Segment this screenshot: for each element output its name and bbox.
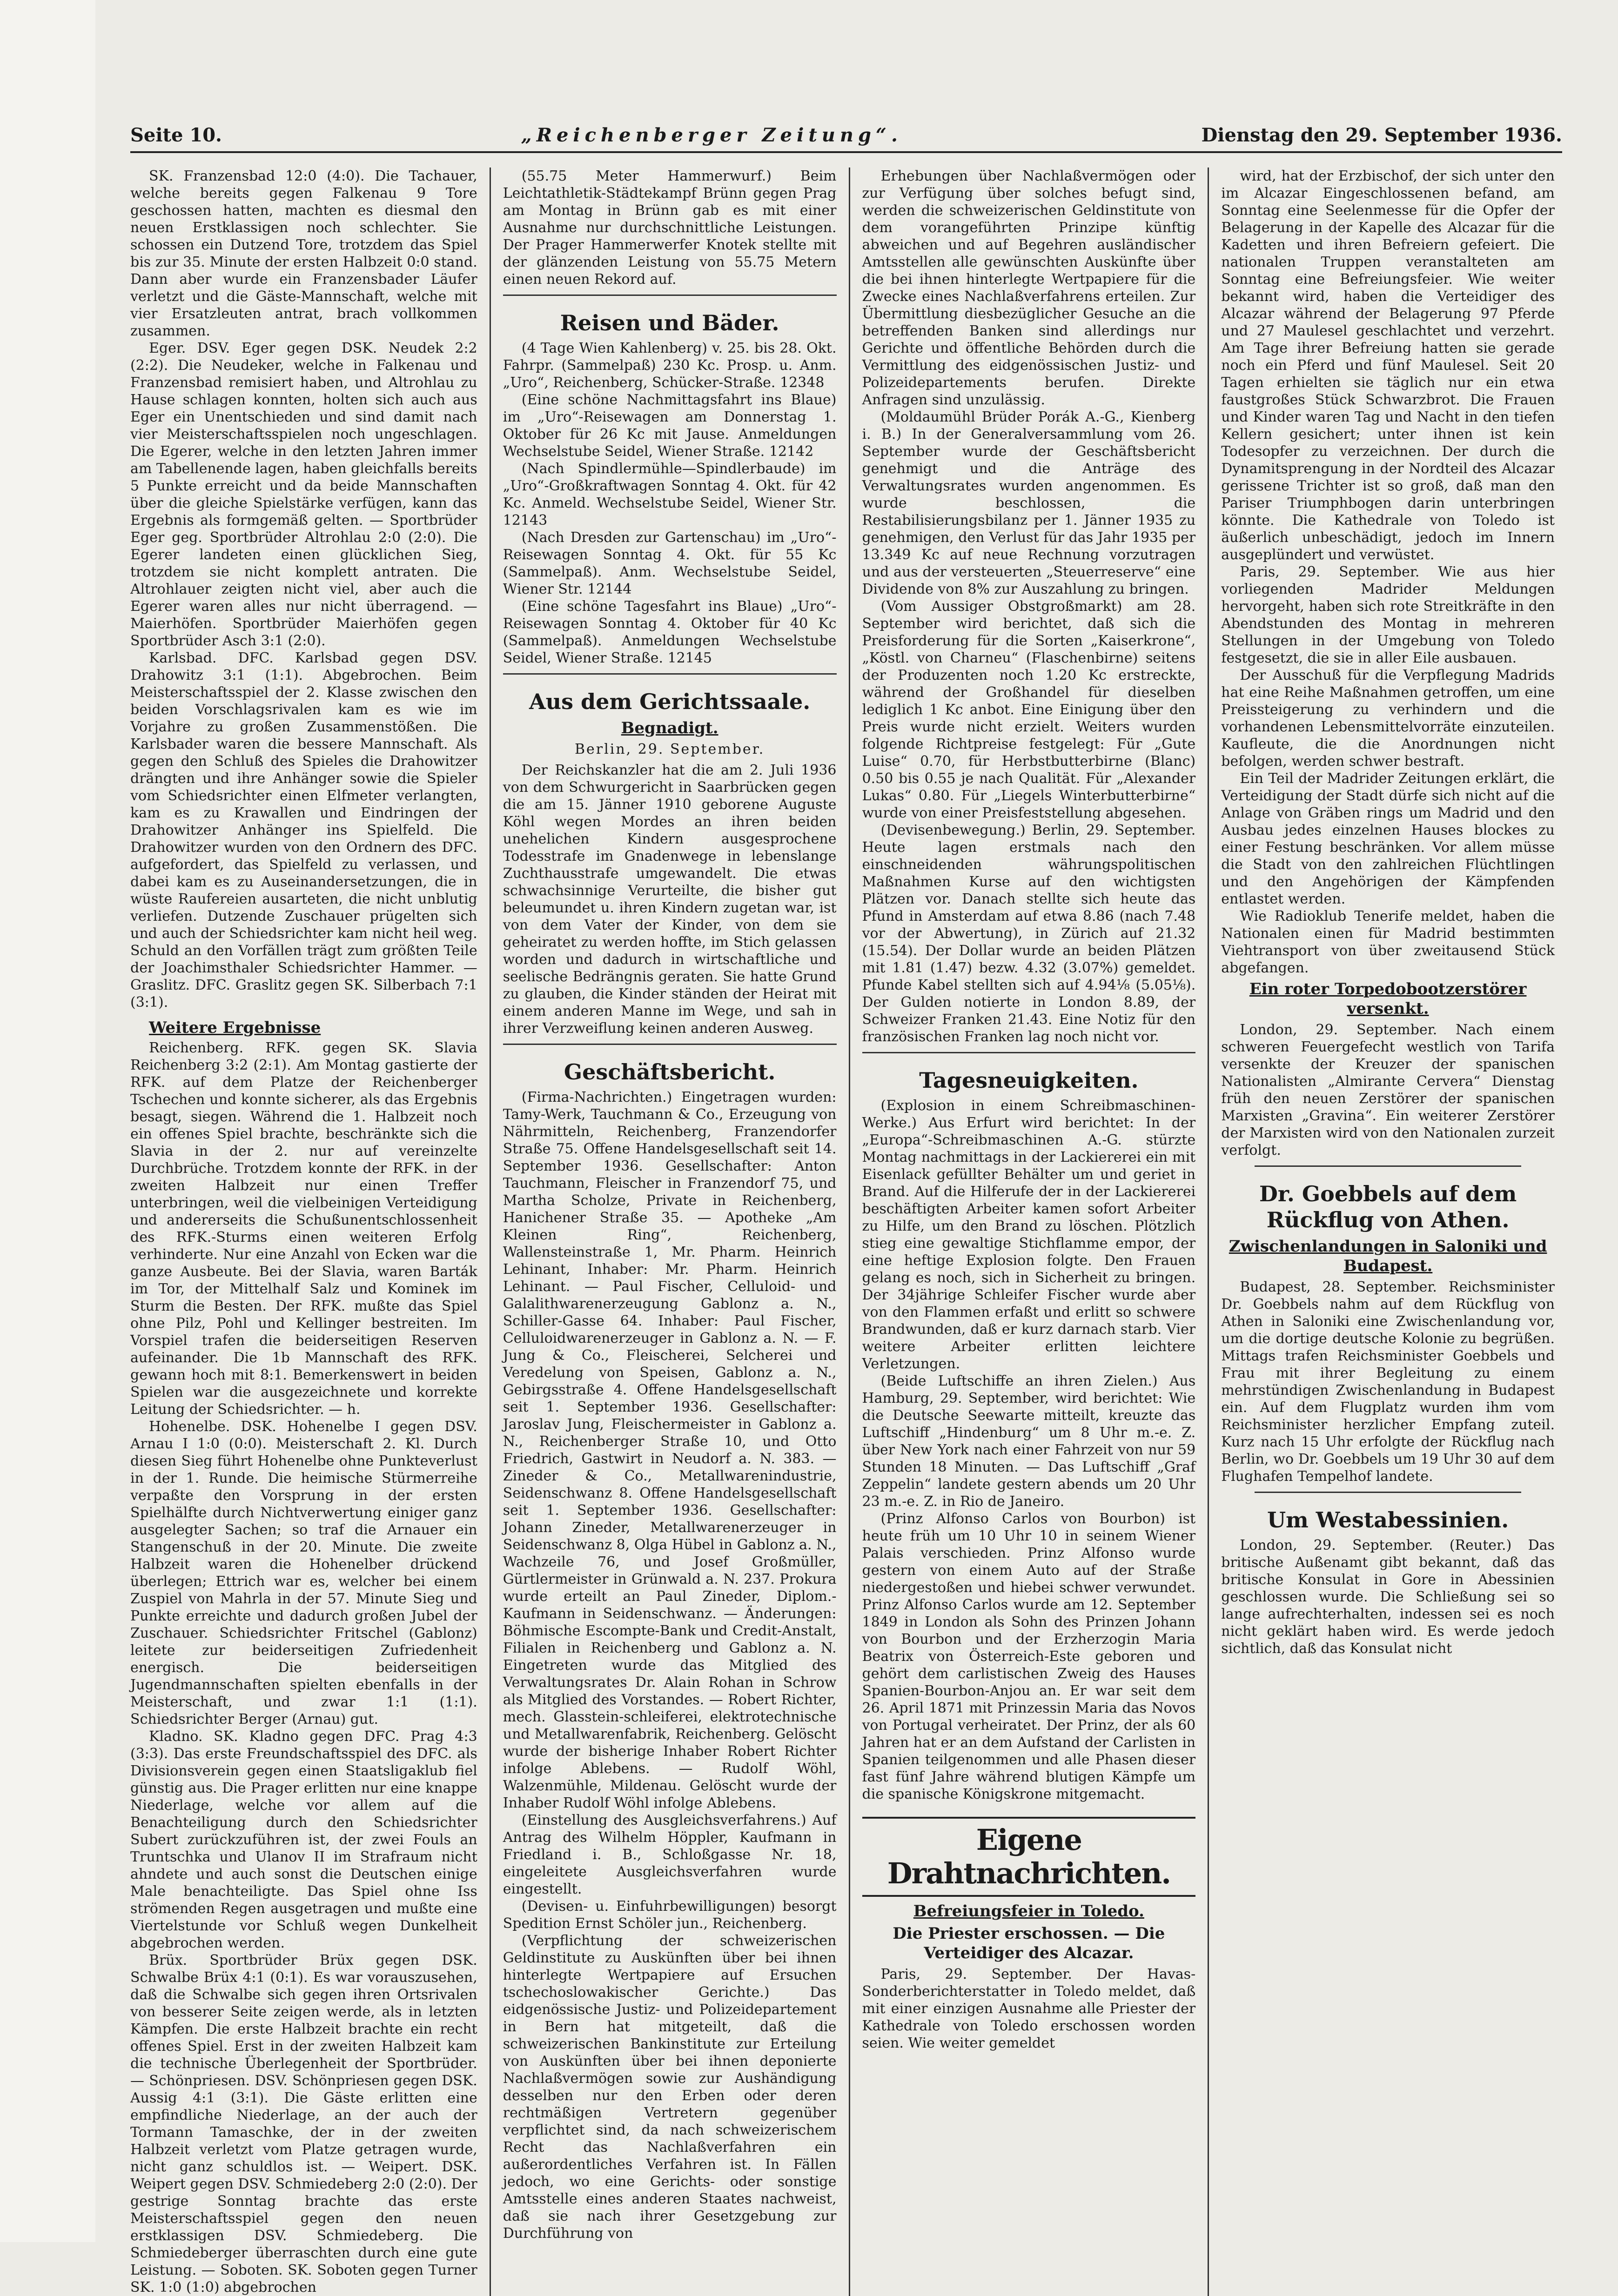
column-2 [490,167,849,2296]
paragraph: London, 29. September. Nach einem schweren Feuergefecht westlich von Tarifa versenkte der Kreuzer der spanischen Nationalisten „Almirante Cervera“ Dienstag früh den neuen Zerstörer der spanischen Marxisten „Gravina“. Ein weiterer Zerstörer der Marxisten wird von den Nationalen zurzeit verfolgt. [1221,1022,1555,1158]
column-3 [849,167,1208,2296]
section-heading: Reisen und Bäder. [560,310,779,335]
paragraph: (Moldaumühl Brüder Porák A.-G., Kienberg i. B.) In der Generalversammlung vom 26. September wurde der Geschäftsbericht genehmigt und die Anträge des Verwaltungsrates wurden angenommen. Es wurde beschlossen, die Restabilisierungsbilanz per 1. Jänner 1935 zu genehmigen, den Verlust für das Jahr 1935 per 13.349 Kc auf neue Rechnung vorzutragen und aus der versteuerten „Steuerreserve“ eine Dividende von 8% zur Auszahlung zu bringen. [862,409,1196,597]
paragraph: (Prinz Alfonso Carlos von Bourbon) ist heute früh um 10 Uhr 10 in seinem Wiener Palais verschieden. Prinz Alfonso wurde gestern von einem Auto auf der Straße niedergestoßen und hiebei schwer verwundet. Prinz Alfonso Carlos wurde am 12. September 1849 in London als Sohn des Prinzen Johann von Bourbon und der Erzherzogin Maria Beatrix von Österreich-Este geboren und gehört dem carlistischen Zweig des Hauses Spanien-Bourbon-Anjou an. Er war seit dem 26. April 1871 mit Prinzessin Maria das Novos von Portugal verheiratet. Der Prinz, der als 60 Jahren hat er an dem Aufstand der Carlisten in Spanien teilgenommen und alle Phasen dieser fast fünf Jahre während blutigen Kämpfe um die spanische Königskrone mitgemacht. [862,1511,1196,1802]
sub-heading: Befreiungsfeier in Toledo. [913,1902,1144,1921]
paragraph: Der Ausschuß für die Verpflegung Madrids hat eine Reihe Maßnahmen getroffen, um eine Preissteigerung zu verhindern und die vorhandenen Lebensmittelvorräte einzuteilen. Kaufleute, die die Anordnungen nicht befolgen, werden schwer bestraft. [1221,667,1555,770]
paragraph: Hohenelbe. DSK. Hohenelbe I gegen DSV. Arnau I 1:0 (0:0). Meisterschaft 2. Kl. Durch diesen Sieg führt Hohenelbe ohne Punkteverlust in der 1. Runde. Die heimische Stürmerreihe verpaßte den Vorsprung in der ersten Spielhälfte durch Nichtverwertung einiger ganz ausgelegter Sachen; so traf die Arnauer ein Stangenschuß in der 20. Minute. Die zweite Halbzeit waren die Hohenelber drückend überlegen; Ettrich war es, welcher bei einem Zuspiel von Mahrla in der 57. Minute Sieg und Punkte erreichte und dadurch großen Jubel der Zuschauer. Schiedsrichter Fritschel (Gablonz) leitete zur beiderseitigen Zufriedenheit energisch. Die beiderseitigen Jugendmannschaften spielten ebenfalls in der Meisterschaft, und zwar 1:1 (1:1). Schiedsrichter Berger (Arnau) gut. [130,1419,477,1727]
running-header [130,119,1562,153]
section-heading: Eigene Drahtnachrichten. [862,1817,1196,1897]
section-heading: Tagesneuigkeiten. [919,1068,1139,1093]
divider [1255,1165,1521,1167]
column-4 [1208,167,1567,2296]
page-number: Seite 10. [130,124,222,146]
paragraph: London, 29. September. (Reuter.) Das britische Außenamt gibt bekannt, daß das britische Konsulat in Gore in Abessinien geschlossen wurde. Die Schließung sei so lange aufrechterhalten, indessen sei es noch nicht geklärt haben wird. Es werde jedoch sichtlich, daß das Konsulat nicht [1221,1537,1555,1657]
paragraph: (Devisen- u. Einfuhrbewilligungen) besorgt Spedition Ernst Schöler jun., Reichenberg. [503,1898,837,1932]
paragraph: Paris, 29. September. Der Havas-Sonderberichterstatter in Toledo meldet, daß mit einer einzigen Ausnahme alle Priester der Kathedrale von Toledo erschossen worden seien. Wie weiter gemeldet [862,1966,1196,2051]
newspaper-title: „Reichenberger Zeitung“. [521,124,902,146]
paragraph: (Beide Luftschiffe an ihren Zielen.) Aus Hamburg, 29. September, wird berichtet: Wie die Deutsche Seewarte mitteilt, kreuzte das Luftschiff „Hindenburg“ um 8 Uhr m.-e. Z. über New York nach einer Fahrzeit von nur 59 Stunden 18 Minuten. — Das Luftschiff „Graf Zeppelin“ landete gestern abends um 20 Uhr 23 m.-e. Z. in Rio de Janeiro. [862,1373,1196,1510]
divider [503,295,837,296]
paragraph: Paris, 29. September. Wie aus hier vorliegenden Madrider Meldungen hervorgeht, haben sich rote Streitkräfte in den Abendstunden des Montag in mehreren Stellungen in der Umgebung von Toledo festgesetzt, die sie in aller Eile ausbauen. [1221,564,1555,666]
divider [503,1044,837,1045]
section-heading: Dr. Goebbels auf dem Rückflug von Athen. [1259,1181,1517,1232]
divider [503,673,837,675]
paragraph: Karlsbad. DFC. Karlsbad gegen DSV. Drahowitz 3:1 (1:1). Abgebrochen. Beim Meisterschaftsspiel der 2. Klasse zwischen den beiden Vorschlagsrivalen kam es wie im Vorjahre zu großen Zusammenstößen. Die Karlsbader waren die bessere Mannschaft. Als gegen den Schluß des Spieles die Drahowitzer drängten und ihre Anhänger sowie die Spieler vom Schiedsrichter einen Elfmeter verlangten, kam es zu Krawallen und Eindringen der Drahowitzer Anhänger ins Spielfeld. Die Drahowitzer wurden von den Ordnern des DFC. aufgefordert, das Spielfeld zu verlassen, und dabei kam es zu Auseinandersetzungen, die in wüste Raufereien ausarteten, die nicht unblutig verliefen. Dutzende Zuschauer prügelten sich und auch der Schiedsrichter kam nicht heil weg. Schuld an den Vorfällen trägt zum größten Teile der Joachimsthaler Schiedsrichter Hammer. — Graslitz. DFC. Graslitz gegen SK. Silberbach 7:1 (3:1). [130,650,477,1011]
paragraph: (55.75 Meter Hammerwurf.) Beim Leichtathletik-Städtekampf Brünn gegen Prag am Montag in Brünn gab es mit einer Ausnahme nur durchschnittliche Leistungen. Der Prager Hammerwerfer Knotek stellte mit der glänzenden Leistung von 55.75 Metern einen neuen Rekord auf. [503,168,837,288]
sub-heading: Begnadigt. [621,719,718,737]
paragraph: Erhebungen über Nachlaßvermögen oder zur Verfügung über solches befugt sind, werden die schweizerischen Geldinstitute von dem vorangeführten Prinzipe künftig abweichen und auf Begehren ausländischer Amtsstellen alle gewünschten Auskünfte über die bei ihnen hinterlegte Wertpapiere für die Zwecke eines Nachlaßverfahrens erteilen. Zur Übermittlung diesbezüglicher Gesuche an die betreffenden Banken sind allerdings nur Gerichte und öffentliche Behörden durch die Vermittlung des eidgenössischen Justiz- und Polizeidepartements berufen. Direkte Anfragen sind unzulässig. [862,168,1196,408]
paragraph: (Explosion in einem Schreibmaschinen-Werke.) Aus Erfurt wird berichtet: In der „Europa“-Schreibmaschinen A.-G. stürzte Montag nachmittags in der Lackiererei ein mit Eisenlack gefüllter Behälter um und geriet in Brand. Auf die Hilferufe der in der Lackiererei beschäftigten Arbeiter kamen sofort Arbeiter zu Hilfe, um den Brand zu löschen. Plötzlich stieg eine gewaltige Stichflamme empor, der eine heftige Explosion folgte. Den Frauen gelang es noch, sich in Sicherheit zu bringen. Der 34jährige Schleifer Fischer wurde aber von den Flammen erfaßt und erlitt so schwere Brandwunden, daß er kurz darnach starb. Vier weitere Arbeiter erlitten leichtere Verletzungen. [862,1098,1196,1372]
sub-heading: Zwischenlandungen in Saloniki und Budapest. [1229,1237,1547,1275]
travel-notice: (Nach Dresden zur Gartenschau) im „Uro“-Reisewagen Sonntag 4. Okt. für 55 Kc (Sammelpaß). Anm. Wechselstube Seidel, Wiener Str. 12144 [503,529,837,597]
dateline: Berlin, 29. September. [574,741,765,757]
section-heading: Geschäftsbericht. [564,1059,776,1084]
paragraph: SK. Franzensbad 12:0 (4:0). Die Tachauer, welche bereits gegen Falkenau 9 Tore geschossen hatten, machten es diesmal den neuen Erstklassigen noch schlechter. Sie schossen ein Dutzend Tore, trotzdem das Spiel bis zur 35. Minute der ersten Halbzeit 0:0 stand. Dann aber wurde ein Franzensbader Läufer verletzt und die Gäste-Mannschaft, welche mit vier Ersatzleuten antrat, brach vollkommen zusammen. [130,168,477,339]
divider [862,1052,1196,1053]
article-columns [130,167,1567,2296]
paragraph: Eger. DSV. Eger gegen DSK. Neudek 2:2 (2:2). Die Neudeker, welche in Falkenau und Franzensbad remisiert haben, und Altrohlau zu Hause schlagen konnten, holten sich auch aus Eger ein Unentschieden und sind damit nach vier Meisterschaftsspielen noch ungeschlagen. Die Egerer, welche in den letzten Jahren immer am Tabellenende lagen, haben gleichfalls bereits 5 Punkte erreicht und da beide Mannschaften über die gleiche Spielstärke verfügen, kann das Ergebnis als formgemäß gelten. — Sportbrüder Eger geg. Sportbrüder Altrohlau 2:0 (2:0). Die Egerer landeten einen glücklichen Sieg, trotzdem sie nicht komplett antraten. Die Altrohlauer zeigten nicht viel, aber auch die Egerer waren alles nur nicht überragend. — Maierhöfen. Sportbrüder Maierhöfen gegen Sportbrüder Asch 3:1 (2:0). [130,340,477,649]
paragraph: Reichenberg. RFK. gegen SK. Slavia Reichenberg 3:2 (2:1). Am Montag gastierte der RFK. auf dem Platze der Reichenberger Tschechen und konnte sicherer, als das Ergebnis besagt, siegen. Während die 1. Halbzeit noch ein offenes Spiel brachte, beschränkte sich die Slavia in der 2. nur auf vereinzelte Durchbrüche. Trotzdem konnte der RFK. in der zweiten Halbzeit nur einen Treffer unterbringen, weil die vielbeinigen Verteidigung und andererseits die Schußunentschlossenheit des RFK.-Sturms einen weiteren Erfolg verhinderte. Nur eine Anzahl von Ecken war die ganze Ausbeute. Bei der Slavia, waren Barták im Tor, der Mittelhalf Salz und Kominek im Sturm die Besten. Der RFK. mußte das Spiel ohne Pilz, Pohl und Kellinger bestreiten. Im Vorspiel trafen die beiderseitigen Reserven aufeinander. Die 1b Mannschaft des RFK. gewann hoch mit 8:1. Bemerkenswert in beiden Spielen war die ausgezeichnete und korrekte Leitung der Schiedsrichter. — h. [130,1040,477,1418]
section-heading: Aus dem Gerichtssaale. [529,689,811,714]
column-1 [130,167,490,2296]
section-heading: Um Westabessinien. [1267,1507,1509,1533]
paragraph: Kladno. SK. Kladno gegen DFC. Prag 4:3 (3:3). Das erste Freundschaftsspiel des DFC. als Divisionsverein gegen einen Staatsligaklub fiel günstig aus. Die Prager erlitten nur eine knappe Niederlage, welche vor allem auf die Benachteiligung durch den Schiedsrichter Subert zurückzuführen ist, der zwei Fouls an Truntschka und Ulanov II im Strafraum nicht ahndete und auch sonst die Deutschen einige Male benachteiligte. Das Spiel ohne Iss strömenden Regen ausgetragen und mußte eine Viertelstunde vor Schluß wegen Dunkelheit abgebrochen werden. [130,1728,477,1951]
paragraph: (Vom Aussiger Obstgroßmarkt) am 28. September wird berichtet, daß sich die Preisforderung für die Sorten „Kaiserkrone“, „Köstl. von Charneu“ (Flaschenbirne) seitens der Produzenten noch 1.20 Kc erstreckte, während der Großhandel für dieselben lediglich 1 Kc anbot. Eine Einigung über den Preis wurde nicht erzielt. Weiters wurden folgende Richtpreise festgelegt: Für „Gute Luise“ 0.70, für Herbstbutterbirne (Blanc) 0.50 bis 0.55 je nach Qualität. Für „Alexander Lukas“ 0.80. Für „Liegels Winterbutterbirne“ wurde von einer Preisfeststellung abgesehen. [862,598,1196,821]
paragraph: (Verpflichtung der schweizerischen Geldinstitute zu Auskünften über bei ihnen hinterlegte Wertpapiere auf Ersuchen tschechoslowakischer Gerichte.) Das eidgenössische Justiz- und Polizeidepartement in Bern hat mitgeteilt, daß die schweizerischen Bankinstitute zur Erteilung von Auskünften über bei ihnen deponierte Nachlaßvermögen sowie zur Aushändigung desselben nur den Erben oder deren rechtmäßigen Vertretern gegenüber verpflichtet sind, da nach schweizerischem Recht das Nachlaßverfahren ein außerordentliches Verfahren ist. In Fällen jedoch, wo eine Gerichts- oder sonstige Amtsstelle eines anderen Staates nachweist, daß sie nach ihrer Gesetzgebung zur Durchführung von [503,1933,837,2242]
paragraph: (Firma-Nachrichten.) Eingetragen wurden: Tamy-Werk, Tauchmann & Co., Erzeugung von Nährmitteln, Reichenberg, Franzendorfer Straße 75. Offene Handelsgesellschaft seit 14. September 1936. Gesellschafter: Anton Tauchmann, Fleischer in Franzendorf 75, und Martha Scholze, Private in Reichenberg, Hanichener Straße 35. — Apotheke „Am Kleinen Ring“, Reichenberg, Wallensteinstraße 1, Mr. Pharm. Heinrich Lehinant, Inhaber: Mr. Pharm. Heinrich Lehinant. — Paul Fischer, Celluloid- und Galalithwarenerzeugung Gablonz a. N., Schiller-Gasse 64. Inhaber: Paul Fischer, Celluloidwarenerzeuger in Gablonz a. N. — F. Jung & Co., Fleischerei, Selcherei und Veredelung von Speisen, Gablonz a. N., Gebirgsstraße 4. Offene Handelsgesellschaft seit 1. September 1936. Gesellschafter: Jaroslav Jung, Fleischermeister in Gablonz a. N., Reichenberger Straße 10, und Otto Friedrich, Gastwirt in Neudorf a. N. 383. — Zineder & Co., Metallwarenindustrie, Seidenschwanz 8. Offene Handelsgesellschaft seit 1. September 1936. Gesellschafter: Johann Zineder, Metallwarenerzeuger in Seidenschwanz 8, Olga Hübel in Gablonz a. N., Wachzeile 76, und Josef Großmüller, Gürtlermeister in Grünwald a. N. 237. Prokura wurde erteilt an Paul Zineder, Diplom.-Kaufmann in Seidenschwanz. — Änderungen: Böhmische Escompte-Bank und Credit-Anstalt, Filialen in Reichenberg und Gablonz a. N. Eingetreten wurde das Mitglied des Verwaltungsrates Dr. Alain Rohan in Schrow als Mitglied des Vorstandes. — Robert Richter, mech. Glasstein-schleiferei, elektrotechnische und Metallwarenfabrik, Reichenberg. Gelöscht wurde der bisherige Inhaber Robert Richter infolge Ablebens. — Rudolf Wöhl, Walzenmühle, Mildenau. Gelöscht wurde der Inhaber Rudolf Wöhl infolge Ablebens. [503,1089,837,1811]
page-margin [0,0,95,2242]
travel-notice: (Nach Spindlermühle—Spindlerbaude) im „Uro“-Großkraftwagen Sonntag 4. Okt. für 42 Kc. Anmeld. Wechselstube Seidel, Wiener Str. 12143 [503,461,837,529]
paragraph: Budapest, 28. September. Reichsminister Dr. Goebbels nahm auf dem Rückflug von Athen in Saloniki eine Zwischenlandung vor, um die dortige deutsche Kolonie zu begrüßen. Mittags trafen Reichsminister Goebbels und Frau mit ihrer Begleitung zu einem mehrstündigen Zwischenlandung in Budapest ein. Auf dem Flugplatz wurden ihm vom Reichsminister herzlicher Empfang zuteil. Kurz nach 15 Uhr erfolgte der Rückflug nach Berlin, wo Dr. Goebbels um 19 Uhr 30 auf dem Flughafen Tempelhof landete. [1221,1279,1555,1485]
section-heading: Weitere Ergebnisse [149,1018,321,1037]
paragraph: Wie Radioklub Tenerife meldet, haben die Nationalen einen für Madrid bestimmten Viehtransport von über zweitausend Stück abgefangen. [1221,908,1555,976]
issue-date: Dienstag den 29. September 1936. [1201,124,1562,146]
paragraph: Ein Teil der Madrider Zeitungen erklärt, die Verteidigung der Stadt dürfe sich nicht auf die Anlage von Gräben rings um Madrid und den Ausbau jedes einzelnen Hauses blockes zu einer Festung beschränken. Vor allem müsse die Stadt von den zahlreichen Flüchtlingen und den Angehörigen der Kämpfenden entlastet werden. [1221,770,1555,907]
paragraph: Brüx. Sportbrüder Brüx gegen DSK. Schwalbe Brüx 4:1 (0:1). Es war vorauszusehen, daß die Schwalbe sich gegen ihren Ortsrivalen von besserer Seite zeigen werde, als in letzten Kämpfen. Die erste Halbzeit brachte ein recht offenes Spiel. Erst in der zweiten Halbzeit kam die technische Überlegenheit der Sportbrüder. — Schönpriesen. DSV. Schönpriesen gegen DSK. Aussig 4:1 (3:1). Die Gäste erlitten eine empfindliche Niederlage, an der auch der Tormann Tamaschke, der in der zweiten Halbzeit verletzt vom Platze getragen wurde, nicht ganz schuldlos ist. — Weipert. DSK. Weipert gegen DSV. Schmiedeberg 2:0 (2:0). Der gestrige Sonntag brachte das erste Meisterschaftsspiel gegen den neuen erstklassigen DSV. Schmiedeberg. Die Schmiedeberger überraschten durch eine gute Leistung. — Soboten. SK. Soboten gegen Turner SK. 1:0 (1:0) abgebrochen [130,1952,477,2296]
divider [1255,1492,1521,1493]
travel-notice: (Eine schöne Nachmittagsfahrt ins Blaue) im „Uro“-Reisewagen am Donnerstag 1. Oktober für 26 Kc mit Jause. Anmeldungen Wechselstube Seidel, Wiener Straße. 12142 [503,392,837,460]
paragraph: (Devisenbewegung.) Berlin, 29. September. Heute lagen erstmals nach den einschneidenden währungspolitischen Maßnahmen Kurse auf den wichtigsten Plätzen vor. Danach stellte sich heute das Pfund in Amsterdam auf etwa 8.86 (nach 7.48 vor der Abwertung), in Zürich auf 21.32 (15.54). Der Dollar wurde an beiden Plätzen mit 1.81 (1.47) bezw. 4.32 (3.07%) gemeldet. Pfunde Kabel stellten sich auf 4.94⅛ (5.05⅛). Der Gulden notierte in London 8.89, der Schweizer Franken 21.43. Eine Notiz für den französischen Franken lag noch nicht vor. [862,822,1196,1045]
sub-heading: Die Priester erschossen. — Die Verteidiger des Alcazar. [893,1924,1165,1962]
sub-heading: Ein roter Torpedobootzerstörer versenkt. [1249,980,1527,1018]
travel-notice: (4 Tage Wien Kahlenberg) v. 25. bis 28. Okt. Fahrpr. (Sammelpaß) 230 Kc. Prosp. u. Anm. „Uro“, Reichenberg, Schücker-Straße. 12348 [503,340,837,391]
paragraph: wird, hat der Erzbischof, der sich unter den im Alcazar Eingeschlossenen befand, am Sonntag eine Seelenmesse für die Opfer der Belagerung in der Kapelle des Alcazar für die Kadetten und ihren Befreiern gefeiert. Die nationalen Truppen veranstalteten am Sonntag eine Befreiungsfeier. Wie weiter bekannt wird, haben die Verteidiger des Alcazar während der Belagerung 97 Pferde und 27 Maulesel geschlachtet und verzehrt. Am Tage ihrer Befreiung hatten sie gerade noch ein Pferd und fünf Maulesel. Seit 20 Tagen erhielten sie täglich nur ein etwa faustgroßes Stück Schwarzbrot. Die Frauen und Kinder waren Tag und Nacht in den tiefen Kellern gesichert; unter ihnen ist kein Todesopfer zu verzeichnen. Der durch die Dynamitsprengung in der Nordteil des Alcazar gerissene Trichter ist so groß, daß man den Pariser Triumphbogen darin unterbringen könnte. Die Kathedrale von Toledo ist äußerlich unbeschädigt, jedoch im Innern ausgeplündert und verwüstet. [1221,168,1555,563]
paragraph: (Einstellung des Ausgleichsverfahrens.) Auf Antrag des Wilhelm Höppler, Kaufmann in Friedland i. B., Schloßgasse Nr. 18, eingeleitete Ausgleichsverfahren wurde eingestellt. [503,1812,837,1897]
travel-notice: (Eine schöne Tagesfahrt ins Blaue) „Uro“-Reisewagen Sonntag 4. Oktober für 40 Kc (Sammelpaß). Anmeldungen Wechselstube Seidel, Wiener Straße. 12145 [503,598,837,666]
paragraph: Der Reichskanzler hat die am 2. Juli 1936 von dem Schwurgericht in Saarbrücken gegen die am 15. Jänner 1910 geborene Auguste Köhl wegen Mordes an ihren beiden unehelichen Kindern ausgesprochene Todesstrafe im Gnadenwege in lebenslange Zuchthausstrafe umgewandelt. Die etwas schwachsinnige Verurteilte, die bisher gut beleumundet u. ihren Kindern zugetan war, ist von dem Vater der Kinder, von dem sie geheiratet zu werden hoffte, im Stich gelassen worden und dadurch in wirtschaftliche und seelische Bedrängnis geraten. Sie hatte Grund zu glauben, die Kinder ständen der Heirat mit einem anderen Manne im Wege, und sah in ihrer Verzweiflung keinen anderen Ausweg. [503,762,837,1037]
